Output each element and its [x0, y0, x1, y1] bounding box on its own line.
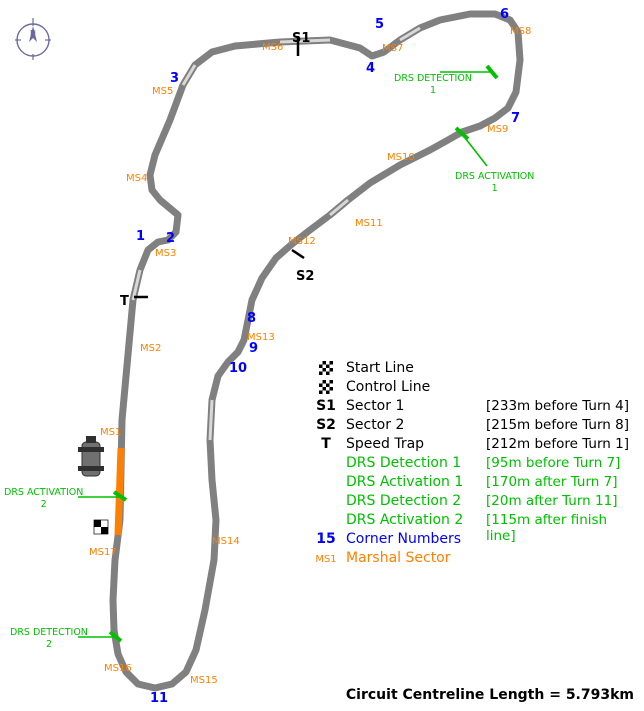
legend-detail: [170m after Turn 7] [486, 474, 618, 490]
corner-number: 4 [366, 61, 376, 76]
legend-label: Control Line [346, 379, 431, 395]
corner-number: 6 [500, 7, 510, 22]
marshal-sector-label: MS16 [104, 663, 132, 674]
legend-row [306, 550, 636, 569]
legend-key: S1 [316, 398, 336, 414]
marshal-sector-label: MS12 [288, 236, 316, 247]
drs-marker-index: 2 [40, 498, 47, 510]
legend-detail: [115m after finish line] [486, 512, 608, 544]
marshal-sector-label: MS13 [247, 332, 275, 343]
legend-label: DRS Activation 1 [346, 474, 464, 490]
marshal-sector-label: MS15 [190, 675, 218, 686]
legend-detail: [233m before Turn 4] [486, 398, 629, 414]
marshal-sector-label: MS14 [212, 536, 240, 547]
legend-label: Speed Trap [346, 436, 425, 452]
control-line-icon [306, 379, 346, 395]
corner-number: 5 [375, 17, 385, 32]
legend-detail: [20m after Turn 11] [486, 493, 618, 509]
legend-detail: [95m before Turn 7] [486, 455, 621, 471]
legend-row [306, 455, 636, 474]
corner-number: 8 [247, 311, 257, 326]
marshal-sector-label: MS1 [100, 427, 122, 438]
marshal-sector-label: MS3 [155, 248, 177, 259]
control-line-marker [94, 520, 108, 534]
corner-number: 9 [249, 341, 259, 356]
legend [306, 360, 636, 569]
marshal-sector-label: MS9 [487, 124, 509, 135]
drs-marker-title: DRS ACTIVATION [4, 487, 84, 498]
compass-north-label: N [30, 29, 36, 38]
legend-label: Sector 1 [346, 398, 405, 414]
legend-row [306, 474, 636, 493]
legend-label: DRS Activation 2 [346, 512, 464, 528]
sector-marker-label: S2 [296, 269, 315, 284]
track-path [113, 14, 520, 688]
legend-key: 15 [316, 531, 336, 547]
drs-marker-index: 2 [45, 638, 52, 650]
legend-label: DRS Detection 1 [346, 455, 462, 471]
marshal-sector-label: MS7 [382, 43, 404, 54]
corner-number: 10 [229, 361, 248, 376]
corner-number: 11 [150, 691, 169, 706]
legend-row [306, 379, 636, 398]
start-line-icon [306, 360, 346, 376]
legend-key: MS1 [315, 554, 337, 565]
legend-row [306, 436, 636, 455]
marshal-sector-label: MS17 [89, 547, 117, 558]
drs-marker-title: DRS ACTIVATION [455, 171, 535, 182]
legend-label: DRS Detection 2 [346, 493, 462, 509]
legend-row [306, 417, 636, 436]
corner-number: 1 [136, 229, 146, 244]
legend-row [306, 493, 636, 512]
marshal-sector-label: MS11 [355, 218, 383, 229]
legend-row [306, 398, 636, 417]
drs-marker-index: 1 [491, 182, 498, 194]
legend-label: Start Line [346, 360, 414, 376]
circuit-length-label: Circuit Centreline Length = 5.793km [345, 687, 634, 703]
corner-number: 7 [511, 111, 521, 126]
marshal-sector-label: MS5 [152, 86, 174, 97]
sector-marker-label: S1 [292, 31, 311, 46]
drs-marker-label [394, 74, 472, 95]
legend-key: T [321, 436, 331, 452]
marshal-sector-label: MS6 [262, 42, 284, 53]
legend-detail: [212m before Turn 1] [486, 436, 629, 452]
marshal-sector-label: MS8 [510, 26, 532, 37]
drs-marker-label [4, 488, 83, 509]
drs-marker-title: DRS DETECTION [394, 73, 472, 84]
sector-line-s2 [292, 250, 304, 258]
drs-marker-label [10, 628, 88, 649]
legend-label: Corner Numbers [346, 531, 462, 547]
marshal-sector-label: MS10 [387, 152, 415, 163]
marshal-sector-label: MS2 [140, 343, 162, 354]
chequered-flag-icon [319, 361, 333, 375]
pit-straight [118, 448, 121, 535]
compass-rose [15, 18, 51, 60]
drs-marker-title: DRS DETECTION [10, 627, 88, 638]
corner-number: 3 [170, 71, 180, 86]
start-line-car-icon [78, 436, 104, 476]
legend-label: Sector 2 [346, 417, 405, 433]
drs-marker-index: 1 [429, 84, 436, 96]
legend-label: Marshal Sector [346, 550, 451, 566]
marshal-sector-label: MS4 [126, 173, 148, 184]
drs-marker-label [455, 172, 534, 193]
corner-number: 2 [166, 231, 176, 246]
sector-marker-label: T [120, 294, 129, 309]
legend-detail: [215m before Turn 8] [486, 417, 629, 433]
chequered-flag-icon [319, 380, 333, 394]
legend-key: S2 [316, 417, 336, 433]
legend-row [306, 360, 636, 379]
